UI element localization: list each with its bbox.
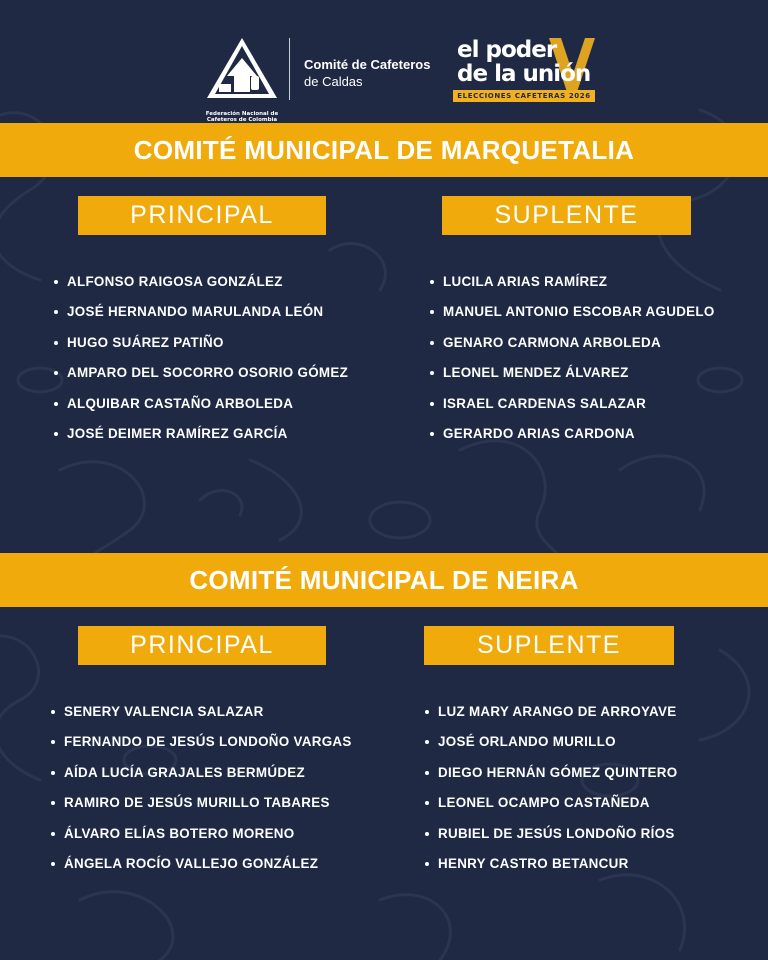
- list-item: ÁLVARO ELÍAS BOTERO MORENO: [50, 819, 352, 849]
- list-item: LUCILA ARIAS RAMÍREZ: [429, 267, 715, 297]
- list-item: LUZ MARY ARANGO DE ARROYAVE: [424, 697, 677, 727]
- principal-list-marquetalia: [53, 267, 348, 449]
- committee-name-line2: de Caldas: [304, 74, 363, 89]
- list-item: JOSÉ DEIMER RAMÍREZ GARCÍA: [53, 419, 348, 449]
- org-name-line1: Federación Nacional de: [205, 111, 279, 117]
- org-name: [203, 111, 281, 123]
- committee-name-line1: Comité de Cafeteros: [304, 57, 431, 72]
- list-item: MANUEL ANTONIO ESCOBAR AGUDELO: [429, 297, 715, 327]
- list-item: JOSÉ HERNANDO MARULANDA LEÓN: [53, 297, 348, 327]
- list-item: LEONEL OCAMPO CASTAÑEDA: [424, 788, 677, 818]
- campaign-tagline: ELECCIONES CAFETERAS 2026: [453, 90, 595, 102]
- section-title-marquetalia: COMITÉ MUNICIPAL DE MARQUETALIA: [0, 123, 768, 177]
- list-item: ISRAEL CARDENAS SALAZAR: [429, 389, 715, 419]
- list-item: RUBIEL DE JESÚS LONDOÑO RÍOS: [424, 819, 677, 849]
- suplente-header-neira: SUPLENTE: [424, 626, 674, 665]
- list-item: SENERY VALENCIA SALAZAR: [50, 697, 352, 727]
- list-item: AMPARO DEL SOCORRO OSORIO GÓMEZ: [53, 358, 348, 388]
- campaign-title-line2: de la unión: [457, 61, 591, 87]
- suplente-list-marquetalia: [429, 267, 715, 449]
- list-item: HUGO SUÁREZ PATIÑO: [53, 328, 348, 358]
- principal-header-marquetalia: PRINCIPAL: [78, 196, 326, 235]
- list-item: FERNANDO DE JESÚS LONDOÑO VARGAS: [50, 727, 352, 757]
- org-name-line2: Cafeteros de Colombia: [206, 117, 278, 123]
- list-item: ALFONSO RAIGOSA GONZÁLEZ: [53, 267, 348, 297]
- header-divider: [289, 38, 290, 100]
- header: [0, 30, 768, 123]
- list-item: GERARDO ARIAS CARDONA: [429, 419, 715, 449]
- campaign-title-line1: el poder: [457, 37, 557, 63]
- principal-list-neira: [50, 697, 352, 879]
- list-item: ALQUIBAR CASTAÑO ARBOLEDA: [53, 389, 348, 419]
- suplente-header-marquetalia: SUPLENTE: [442, 196, 691, 235]
- section-title-neira: COMITÉ MUNICIPAL DE NEIRA: [0, 553, 768, 607]
- principal-header-neira: PRINCIPAL: [78, 626, 326, 665]
- list-item: HENRY CASTRO BETANCUR: [424, 849, 677, 879]
- list-item: JOSÉ ORLANDO MURILLO: [424, 727, 677, 757]
- committee-name: [304, 56, 430, 90]
- list-item: GENARO CARMONA ARBOLEDA: [429, 328, 715, 358]
- campaign-logo: [451, 34, 601, 106]
- list-item: ÁNGELA ROCÍO VALLEJO GONZÁLEZ: [50, 849, 352, 879]
- list-item: RAMIRO DE JESÚS MURILLO TABARES: [50, 788, 352, 818]
- coffee-grower-logo-icon: [205, 36, 279, 106]
- list-item: DIEGO HERNÁN GÓMEZ QUINTERO: [424, 758, 677, 788]
- list-item: LEONEL MENDEZ ÁLVAREZ: [429, 358, 715, 388]
- suplente-list-neira: [424, 697, 677, 879]
- list-item: AÍDA LUCÍA GRAJALES BERMÚDEZ: [50, 758, 352, 788]
